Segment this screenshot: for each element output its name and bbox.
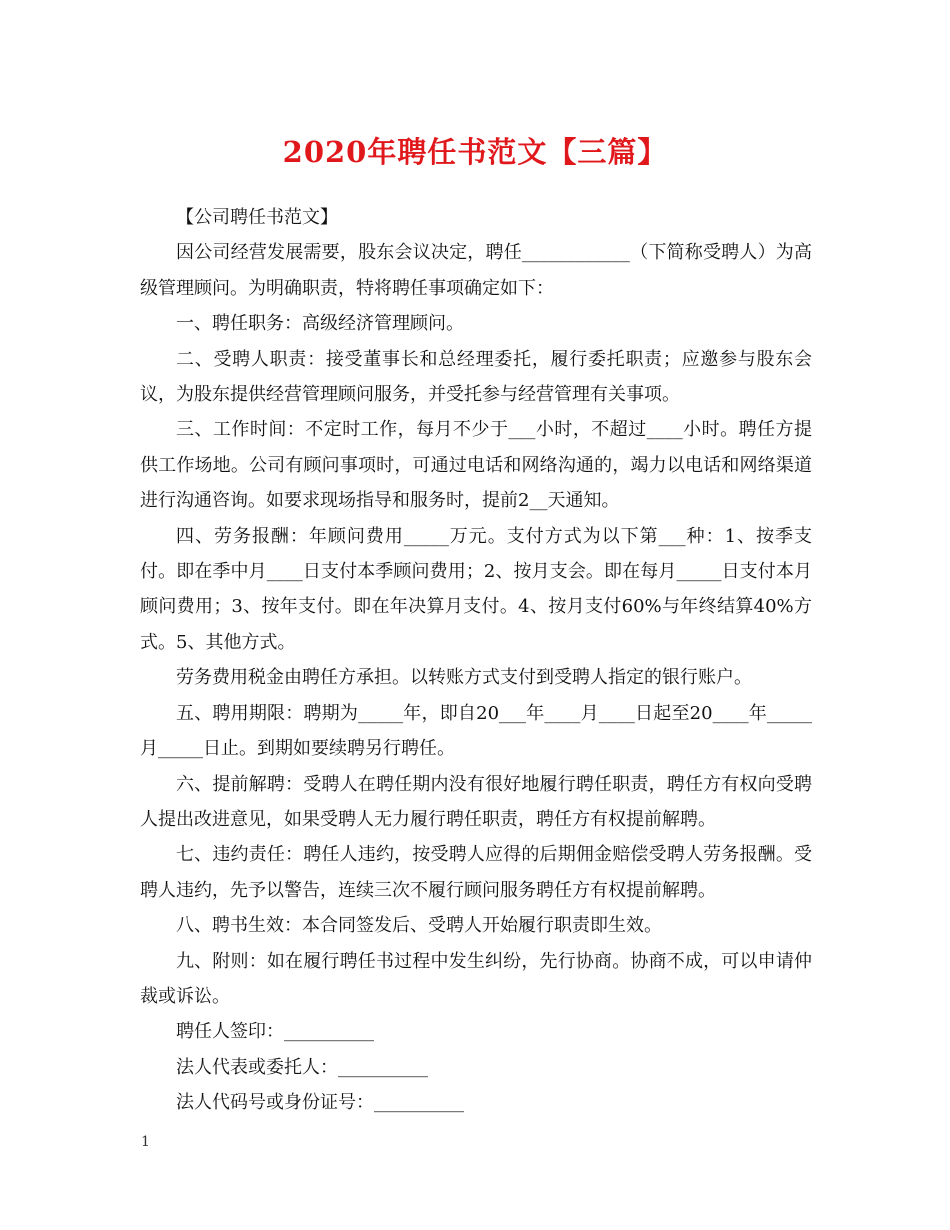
document-body bbox=[140, 200, 812, 1121]
paragraph-remuneration: 四、劳务报酬：年顾问费用_____万元。支付方式为以下第___种：1、按季支付。即在季中月____日支付本季顾问费用；2、按月支会。即在每月_____日支付本月顾问费用；3、按年支付。即在年决算月支付。4、按月支付60%与年终结算40%方式。5、其他方式。 bbox=[140, 525, 812, 653]
signature-legal-representative: 法人代表或委托人：__________ bbox=[176, 1056, 428, 1078]
paragraph-effective: 八、聘书生效：本合同签发后、受聘人开始履行职责即生效。 bbox=[176, 915, 662, 937]
paragraph-term: 五、聘用期限：聘期为_____年，即自20___年____月____日起至20____年_____月_____日止。到期如要续聘另行聘任。 bbox=[140, 702, 812, 760]
paragraph-early-termination: 六、提前解聘：受聘人在聘任期内没有很好地履行聘任职责，聘任方有权向受聘人提出改进意见，如果受聘人无力履行聘任职责，聘任方有权提前解聘。 bbox=[140, 773, 812, 830]
section-heading: 【公司聘任书范文】 bbox=[176, 207, 338, 228]
paragraph-position: 一、聘任职务：高级经济管理顾问。 bbox=[176, 313, 464, 335]
paragraph-intro: 因公司经营发展需要，股东会议决定，聘任____________（下简称受聘人）为高级管理顾问。为明确职责，特将聘任事项确定如下： bbox=[140, 242, 812, 299]
page-number: 1 bbox=[141, 1134, 150, 1150]
document-title: 2020年聘任书范文【三篇】 bbox=[282, 135, 668, 169]
paragraph-working-hours: 三、工作时间：不定时工作，每月不少于___小时，不超过____小时。聘任方提供工作场地。公司有顾问事项时，可通过电话和网络沟通的，竭力以电话和网络渠道进行沟通咨询。如要求现场指导和服务时，提前2__天通知。 bbox=[140, 419, 812, 512]
signature-id-number: 法人代码号或身份证号：__________ bbox=[176, 1092, 464, 1114]
signature-employer: 聘任人签印：__________ bbox=[176, 1021, 374, 1043]
paragraph-appendix: 九、附则：如在履行聘任书过程中发生纠纷，先行协商。协商不成，可以申请仲裁或诉讼。 bbox=[140, 950, 812, 1007]
paragraph-duties: 二、受聘人职责：接受董事长和总经理委托，履行委托职责；应邀参与股东会议，为股东提供经营管理顾问服务，并受托参与经营管理有关事项。 bbox=[140, 348, 812, 406]
paragraph-tax: 劳务费用税金由聘任方承担。以转账方式支付到受聘人指定的银行账户。 bbox=[176, 667, 752, 689]
paragraph-liability: 七、违约责任：聘任人违约，按受聘人应得的后期佣金赔偿受聘人劳务报酬。受聘人违约，先予以警告，连续三次不履行顾问服务聘任方有权提前解聘。 bbox=[140, 844, 812, 901]
